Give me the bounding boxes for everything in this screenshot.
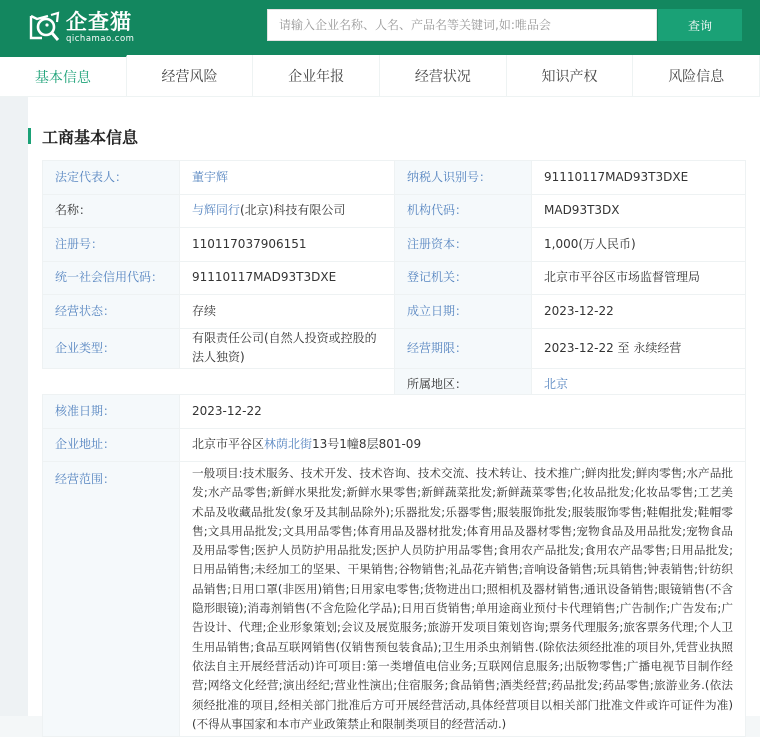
status-label: 经营状态： bbox=[43, 295, 180, 329]
name-value bbox=[180, 194, 395, 228]
found-date-label: 成立日期： bbox=[395, 295, 532, 329]
tab-intellectual-property[interactable]: 知识产权 bbox=[507, 55, 634, 97]
main-content bbox=[28, 97, 760, 731]
address-value bbox=[180, 428, 746, 462]
top-header bbox=[0, 0, 760, 55]
approve-date-value: 2023-12-22 bbox=[180, 395, 746, 429]
taxpayer-id-label: 纳税人识别号： bbox=[395, 161, 532, 195]
section-accent-bar bbox=[28, 128, 31, 144]
street-link[interactable]: 林荫北街 bbox=[264, 437, 313, 452]
credit-code-value: 91110117MAD93T3DXE bbox=[180, 261, 395, 295]
logo-domain: qichamao.com bbox=[66, 34, 135, 44]
reg-capital-label: 注册资本： bbox=[395, 228, 532, 262]
tab-operating-status[interactable]: 经营状况 bbox=[380, 55, 507, 97]
table-row bbox=[43, 462, 746, 737]
tab-risk-info[interactable]: 风险信息 bbox=[633, 55, 760, 97]
approve-date-label: 核准日期： bbox=[43, 395, 180, 429]
table-row bbox=[43, 161, 746, 195]
address-prefix: 北京市平谷区 bbox=[192, 437, 265, 452]
search-input[interactable] bbox=[279, 18, 656, 32]
region-label: 所属地区： bbox=[395, 368, 532, 402]
logo-name: 企查猫 bbox=[66, 10, 132, 34]
tab-annual-report[interactable]: 企业年报 bbox=[253, 55, 380, 97]
company-name-rest: (北京)科技有限公司 bbox=[240, 203, 346, 218]
reg-no-label: 注册号： bbox=[43, 228, 180, 262]
section-title: 工商基本信息 bbox=[42, 127, 139, 147]
table-row bbox=[43, 295, 746, 329]
status-value: 存续 bbox=[180, 295, 395, 329]
legal-rep-link[interactable]: 董宇辉 bbox=[180, 161, 395, 195]
search-button[interactable]: 查询 bbox=[658, 9, 742, 41]
left-gutter bbox=[0, 97, 28, 716]
name-label: 名称： bbox=[43, 194, 180, 228]
org-code-value: MAD93T3DX bbox=[532, 194, 746, 228]
reg-capital-value: 1,000(万人民币) bbox=[532, 228, 746, 262]
tab-bar bbox=[0, 55, 760, 97]
address-label: 企业地址： bbox=[43, 428, 180, 462]
org-code-label: 机构代码： bbox=[395, 194, 532, 228]
section-header bbox=[28, 127, 138, 145]
scope-label: 经营范围： bbox=[43, 462, 180, 737]
company-type-label: 企业类型： bbox=[43, 328, 180, 368]
legal-rep-label: 法定代表人： bbox=[43, 161, 180, 195]
cat-magnifier-logo-icon bbox=[28, 10, 62, 44]
reg-authority-value: 北京市平谷区市场监督管理局 bbox=[532, 261, 746, 295]
business-info-table-lower bbox=[42, 394, 746, 737]
term-label: 经营期限： bbox=[395, 328, 532, 368]
site-logo[interactable] bbox=[28, 6, 148, 48]
table-row bbox=[43, 261, 746, 295]
term-value: 2023-12-22 至 永续经营 bbox=[532, 328, 746, 368]
table-row bbox=[43, 328, 746, 368]
tab-basic-info[interactable]: 基本信息 bbox=[0, 55, 127, 97]
table-row bbox=[43, 428, 746, 462]
reg-authority-label: 登记机关： bbox=[395, 261, 532, 295]
table-row bbox=[43, 194, 746, 228]
credit-code-label: 统一社会信用代码： bbox=[43, 261, 180, 295]
region-link[interactable]: 北京 bbox=[532, 368, 746, 402]
found-date-value: 2023-12-22 bbox=[532, 295, 746, 329]
company-type-value: 有限责任公司(自然人投资或控股的法人独资) bbox=[180, 328, 395, 368]
company-name-link[interactable]: 与辉同行 bbox=[192, 203, 241, 218]
table-row bbox=[43, 228, 746, 262]
search-box bbox=[267, 9, 657, 41]
table-row bbox=[43, 395, 746, 429]
scope-value: 一般项目:技术服务、技术开发、技术咨询、技术交流、技术转让、技术推广;鲜肉批发;鲜肉零售;水产品批发;水产品零售;新鲜水果批发;新鲜水果零售;新鲜蔬菜批发;新鲜蔬菜零售;化妆品批发;化妆品零售;工艺美术品及收藏品批发(象牙及其制品除外);乐器批发;乐器零售;服装服饰批发;服装服饰零售;鞋帽批发;鞋帽零售;文具用品批发;文具用品零售;体育用品及器材批发;体育用品及器材零售;宠物食品及用品批发;宠物食品及用品零售;医护人员防护用品批发;医护人员防护用品零售;食用农产品批发;食用农产品零售;日用品批发;日用品销售;未经加工的坚果、干果销售;谷物销售;礼品花卉销售;音响设备销售;玩具销售;钟表销售;针纺织品销售;日用口罩(非医用)销售;日用家电零售;货物进出口;照相机及器材销售;通讯设备销售;眼镜销售(不含隐形眼镜);消毒剂销售(不含危险化学品);日用百货销售;单用途商业预付卡代理销售;广告制作;广告发布;广告设计、代理;企业形象策划;会议及展览服务;旅游开发项目策划咨询;票务代理服务;旅客票务代理;个人卫生用品销售;食品互联网销售(仅销售预包装食品);卫生用杀虫剂销售.(除依法须经批准的项目外,凭营业执照依法自主开展经营活动)许可项目:第一类增值电信业务;互联网信息服务;出版物零售;广播电视节目制作经营;网络文化经营;演出经纪;营业性演出;住宿服务;食品销售;酒类经营;药品批发;药品零售;旅游业务.(依法须经批准的项目,经相关部门批准后方可开展经营活动,具体经营项目以相关部门批准文件或许可证件为准)(不得从事国家和本市产业政策禁止和限制类项目的经营活动.) bbox=[180, 462, 746, 737]
tab-operating-risk[interactable]: 经营风险 bbox=[127, 55, 254, 97]
address-suffix: 13号1幢8层801-09 bbox=[312, 437, 422, 452]
business-info-table bbox=[42, 160, 746, 402]
taxpayer-id-value: 91110117MAD93T3DXE bbox=[532, 161, 746, 195]
reg-no-value: 110117037906151 bbox=[180, 228, 395, 262]
